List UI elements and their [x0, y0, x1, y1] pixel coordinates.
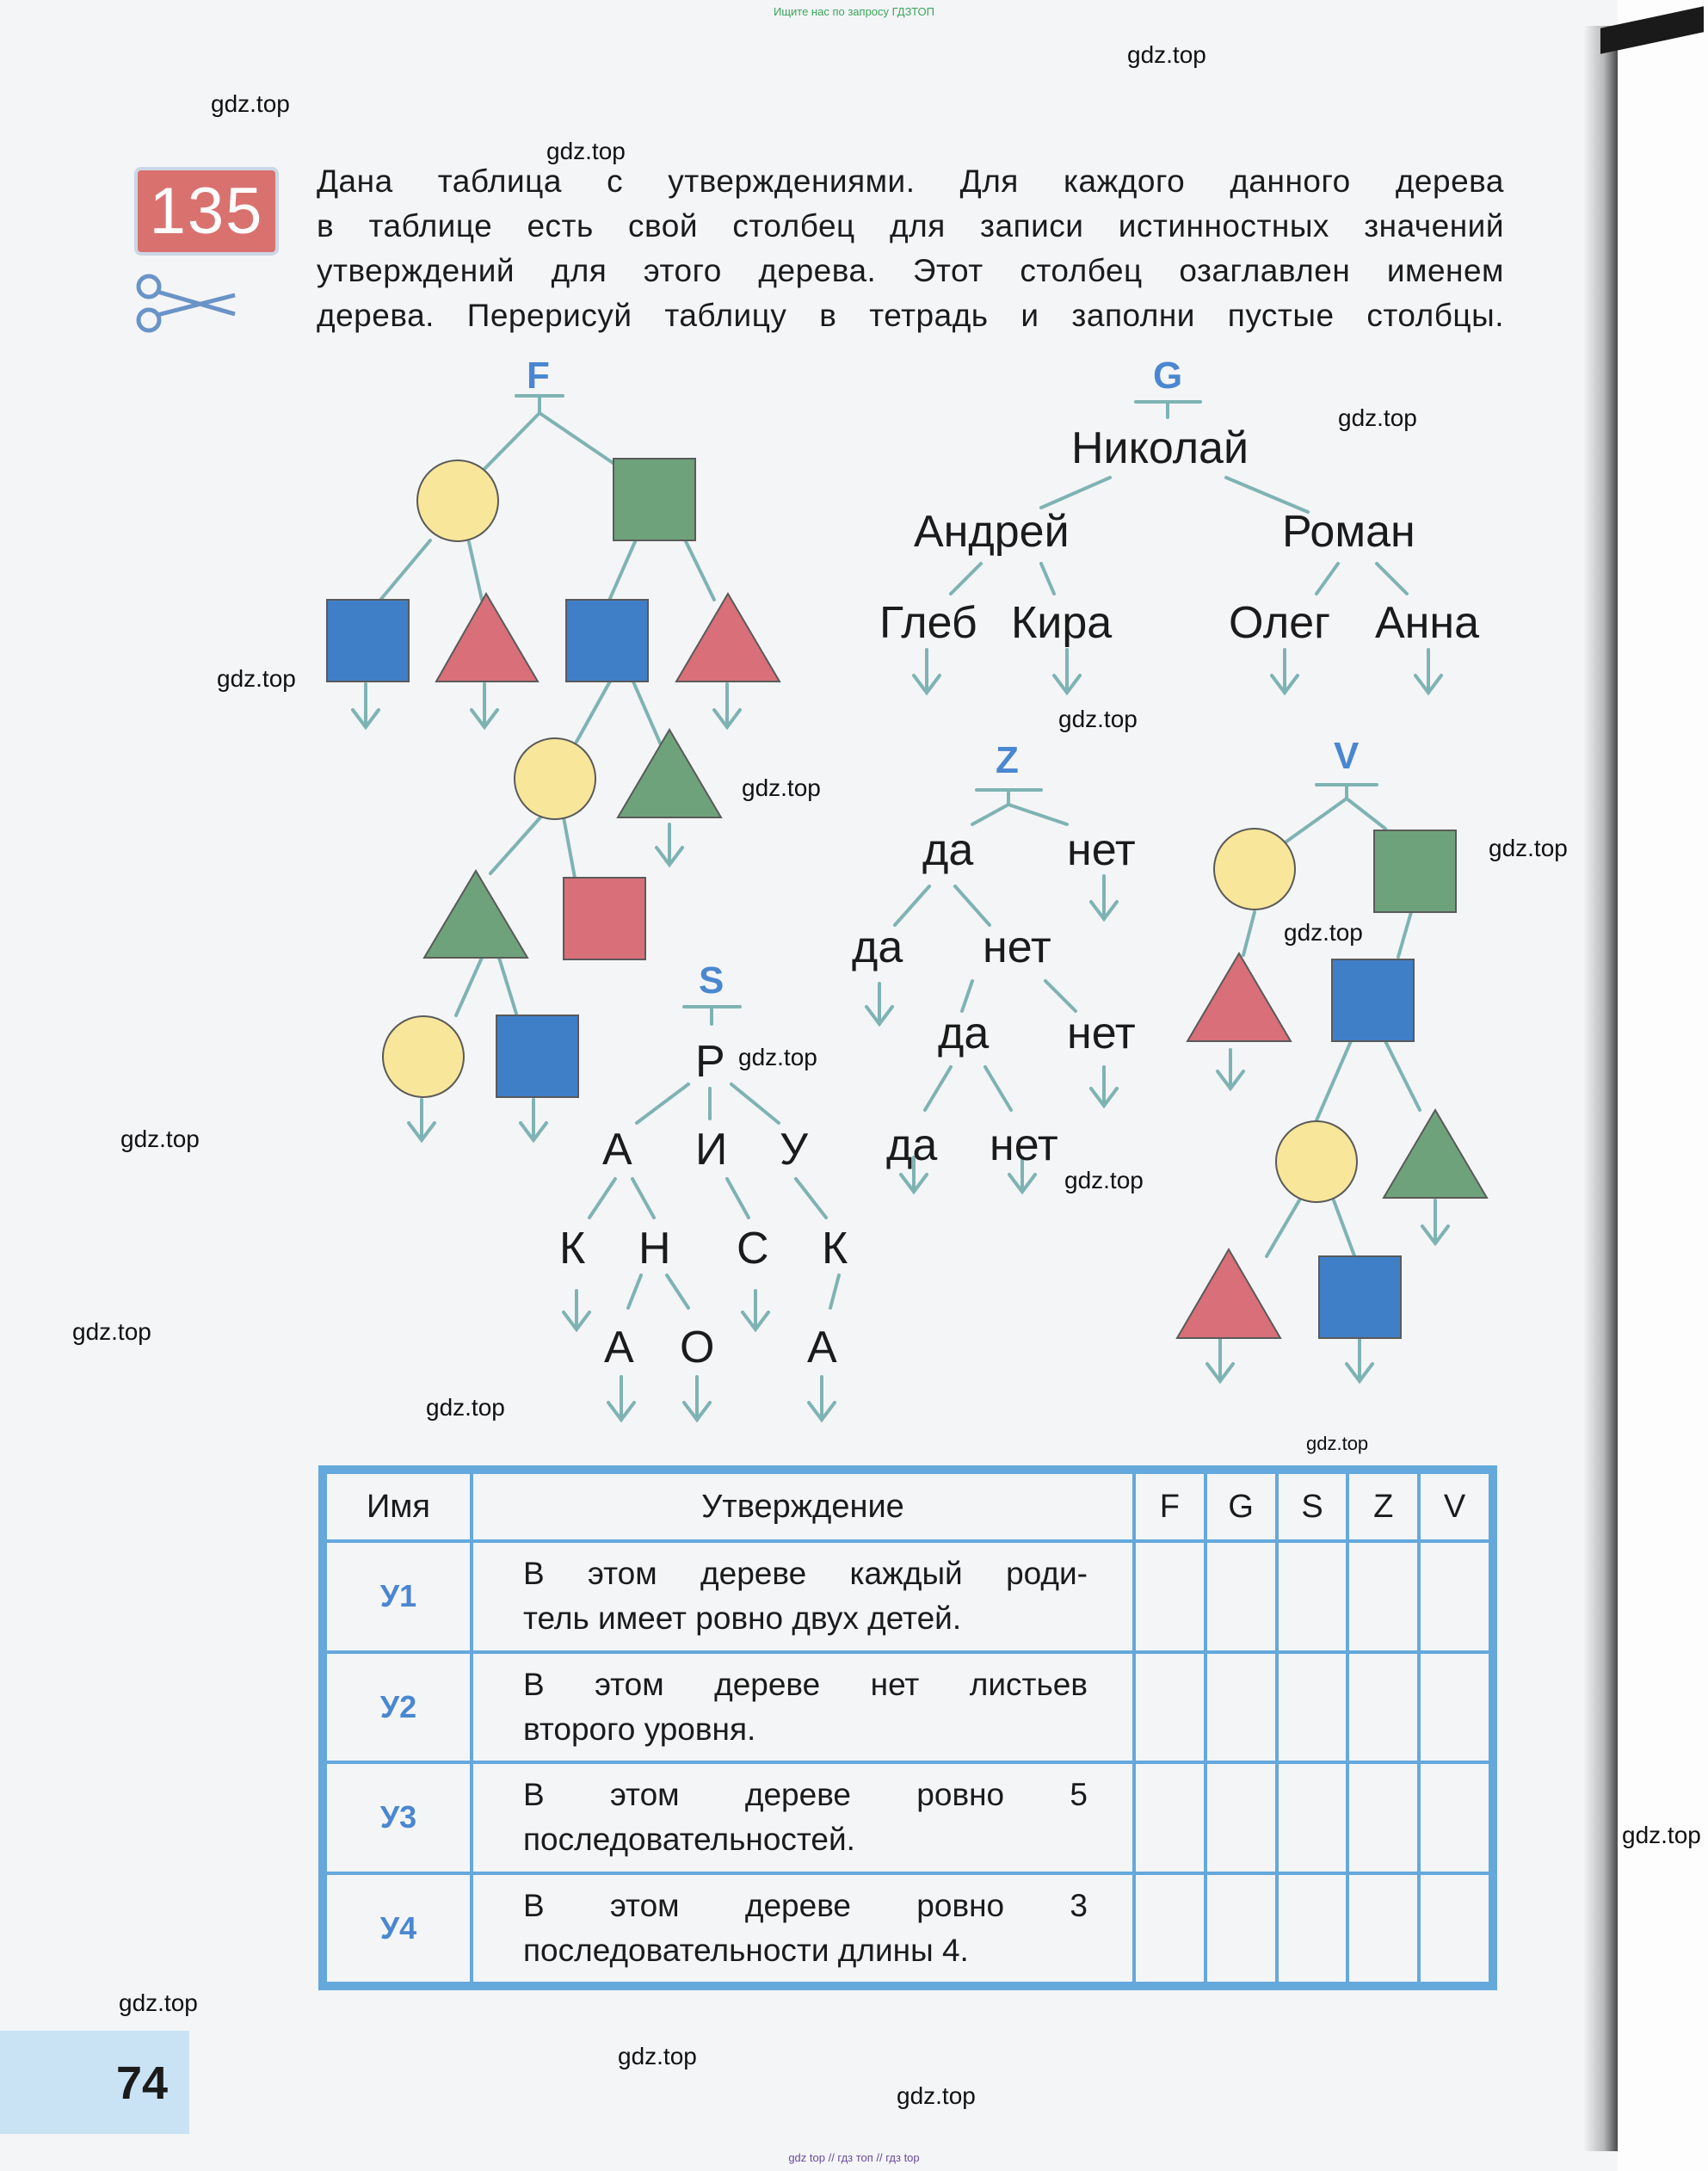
answer-cell[interactable] — [1347, 1541, 1419, 1652]
table-row — [325, 1873, 1490, 1984]
green-triangle-shape — [618, 730, 721, 817]
watermark: gdz.top — [426, 1394, 505, 1421]
blue-square-shape — [1319, 1256, 1401, 1338]
watermark: gdz.top — [1306, 1433, 1369, 1454]
answer-cell[interactable] — [1277, 1652, 1348, 1763]
yellow-circle-shape — [417, 460, 498, 541]
tree-node: А — [604, 1323, 634, 1372]
tree-node: С — [737, 1224, 769, 1274]
green-square-shape — [1374, 830, 1456, 912]
tree-node: И — [695, 1125, 728, 1175]
answer-cell[interactable] — [1134, 1762, 1205, 1873]
statement-text — [472, 1762, 1134, 1873]
statement-line: В этом дереве ровно 3 — [523, 1887, 1088, 1923]
red-triangle-shape — [436, 594, 538, 682]
tree-node: А — [807, 1323, 837, 1372]
tree-node: нет — [1067, 1008, 1136, 1058]
bottom-note: gdz top // гдз топ // гдз top — [788, 2151, 920, 2164]
blue-square-shape — [566, 600, 648, 682]
watermark: gdz.top — [618, 2043, 697, 2069]
tree-node: Андрей — [914, 507, 1070, 557]
table-row — [325, 1762, 1490, 1873]
watermark: gdz.top — [1127, 41, 1206, 68]
answer-cell[interactable] — [1277, 1541, 1348, 1652]
answer-cell[interactable] — [1419, 1652, 1490, 1763]
tree-node: Олег — [1229, 598, 1331, 648]
tree-node: да — [938, 1008, 990, 1058]
answer-cell[interactable] — [1205, 1652, 1277, 1763]
watermark: gdz.top — [217, 665, 296, 692]
tree-node: да — [852, 922, 903, 972]
statement-id: У1 — [325, 1541, 472, 1652]
table-row — [325, 1652, 1490, 1763]
answer-cell[interactable] — [1347, 1873, 1419, 1984]
blue-square-shape — [327, 600, 409, 682]
tree-name-f: F — [527, 355, 550, 397]
answer-cell[interactable] — [1277, 1762, 1348, 1873]
yellow-circle-shape — [1214, 829, 1295, 910]
tree-node: К — [559, 1224, 586, 1274]
top-note: Ищите нас по запросу ГДЗТОП — [773, 5, 934, 18]
red-square-shape — [564, 878, 645, 959]
red-triangle-shape — [1187, 953, 1291, 1041]
red-triangle-shape — [1177, 1249, 1280, 1338]
statement-line: второго уровня. — [523, 1711, 756, 1747]
tree-node: нет — [983, 922, 1051, 972]
watermark: gdz.top — [1489, 835, 1568, 861]
watermark: gdz.top — [1622, 1822, 1701, 1848]
table-header: S — [1277, 1472, 1348, 1541]
statement-id: У3 — [325, 1762, 472, 1873]
watermark: gdz.top — [738, 1044, 817, 1070]
tree-name-g: G — [1153, 355, 1183, 397]
statements-table — [318, 1465, 1497, 1990]
tree-node: Глеб — [879, 598, 977, 648]
tree-node: да — [886, 1120, 938, 1170]
statement-line: тель имеет ровно двух детей. — [523, 1600, 962, 1637]
watermark: gdz.top — [1338, 404, 1417, 431]
tree-node: У — [780, 1125, 809, 1175]
watermark: gdz.top — [72, 1318, 151, 1345]
tree-name-v: V — [1334, 735, 1360, 777]
table-header: Z — [1347, 1472, 1419, 1541]
answer-cell[interactable] — [1419, 1541, 1490, 1652]
yellow-circle-shape — [1276, 1121, 1357, 1202]
statement-id: У2 — [325, 1652, 472, 1763]
watermark: gdz.top — [546, 138, 626, 164]
statement-line: В этом дереве нет листьев — [523, 1666, 1088, 1702]
watermark: gdz.top — [1058, 706, 1138, 732]
tree-node: Р — [695, 1037, 725, 1087]
answer-cell[interactable] — [1419, 1762, 1490, 1873]
table-header: G — [1205, 1472, 1277, 1541]
green-square-shape — [614, 459, 695, 540]
tree-node: Николай — [1071, 423, 1249, 473]
answer-cell[interactable] — [1134, 1541, 1205, 1652]
tree-node: Кира — [1011, 598, 1113, 648]
table-header: Имя — [325, 1472, 472, 1541]
statement-line: В этом дереве ровно 5 — [523, 1777, 1088, 1813]
yellow-circle-shape — [515, 738, 595, 819]
page-number: 74 — [116, 2057, 169, 2109]
statement-text — [472, 1873, 1134, 1984]
answer-cell[interactable] — [1347, 1652, 1419, 1763]
tree-node: А — [602, 1125, 632, 1175]
watermark: gdz.top — [897, 2082, 976, 2109]
table-row — [325, 1541, 1490, 1652]
exercise-number: 135 — [138, 170, 275, 252]
tree-node: Анна — [1375, 598, 1480, 648]
tree-node: К — [822, 1224, 848, 1274]
statement-text — [472, 1652, 1134, 1763]
tree-node: нет — [1067, 825, 1136, 875]
answer-cell[interactable] — [1205, 1873, 1277, 1984]
exercise-text-line: в таблице есть свой столбец для записи истинностных значений — [317, 208, 1504, 244]
watermark: gdz.top — [1064, 1167, 1144, 1193]
statement-line: последовательностей. — [523, 1822, 855, 1858]
watermark: gdz.top — [211, 90, 290, 117]
watermark: gdz.top — [1284, 919, 1363, 946]
statement-line: В этом дереве каждый роди- — [523, 1556, 1088, 1592]
statement-line: последовательности длины 4. — [523, 1932, 969, 1968]
watermark: gdz.top — [119, 1989, 198, 2016]
statement-id: У4 — [325, 1873, 472, 1984]
tree-node: Роман — [1282, 507, 1415, 557]
tree-node: О — [680, 1323, 715, 1372]
answer-cell[interactable] — [1347, 1762, 1419, 1873]
exercise-text-line: дерева. Перерисуй таблицу в тетрадь и заполни пустые столбцы. — [317, 298, 1504, 333]
exercise-text-line: Дана таблица с утверждениями. Для каждого данного дерева — [317, 163, 1504, 199]
table-header: Утверждение — [472, 1472, 1134, 1541]
answer-cell[interactable] — [1419, 1873, 1490, 1984]
table-header: V — [1419, 1472, 1490, 1541]
answer-cell[interactable] — [1205, 1762, 1277, 1873]
answer-cell[interactable] — [1134, 1652, 1205, 1763]
yellow-circle-shape — [383, 1016, 464, 1097]
exercise-text-line: утверждений для этого дерева. Этот столбец озаглавлен именем — [317, 253, 1504, 288]
answer-cell[interactable] — [1134, 1873, 1205, 1984]
table-header-row — [325, 1472, 1490, 1541]
tree-node: нет — [990, 1120, 1058, 1170]
green-triangle-shape — [424, 871, 527, 958]
answer-cell[interactable] — [1205, 1541, 1277, 1652]
green-triangle-shape — [1384, 1110, 1487, 1198]
page-number-tab — [0, 2031, 189, 2134]
watermark: gdz.top — [120, 1126, 200, 1152]
tree-node: Н — [638, 1224, 671, 1274]
answer-cell[interactable] — [1277, 1873, 1348, 1984]
statement-text — [472, 1541, 1134, 1652]
blue-square-shape — [496, 1015, 578, 1097]
blue-square-shape — [1332, 959, 1414, 1041]
tree-name-s: S — [699, 959, 725, 1002]
table-header: F — [1134, 1472, 1205, 1541]
tree-name-z: Z — [996, 739, 1019, 781]
watermark: gdz.top — [742, 774, 821, 801]
red-triangle-shape — [676, 594, 780, 682]
tree-node: да — [922, 825, 974, 875]
